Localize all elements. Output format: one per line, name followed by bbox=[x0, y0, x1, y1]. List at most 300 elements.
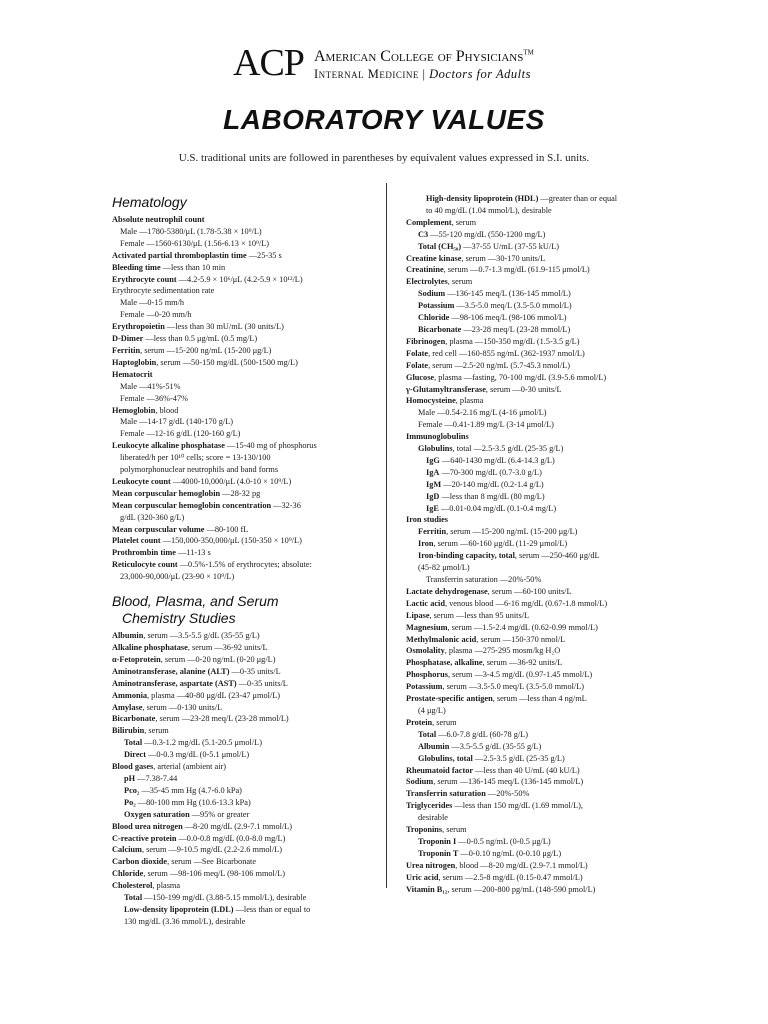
lab-entry-value: , total —2.5-3.5 g/dL (25-35 g/L) bbox=[452, 444, 564, 454]
lab-entry-value: , serum bbox=[144, 726, 169, 736]
lab-entry-name: Activated partial thromboplastin time bbox=[112, 250, 247, 260]
lab-entry-name: Reticulocyte count bbox=[112, 560, 178, 570]
lab-entry bbox=[406, 372, 656, 384]
lab-entry-value: —6.0-7.8 g/dL (60-78 g/L) bbox=[436, 729, 529, 739]
lab-entry bbox=[406, 455, 656, 467]
lab-entry bbox=[406, 705, 656, 717]
lab-entry bbox=[112, 797, 380, 809]
lab-entry bbox=[112, 405, 380, 417]
lab-entry bbox=[406, 824, 656, 836]
lab-entry-value: —80-100 mm Hg (10.6-13.3 kPa) bbox=[135, 797, 251, 807]
lab-entry-value: , serum —0-130 units/L bbox=[142, 702, 223, 712]
lab-entry-name: α-Fetoprotein bbox=[112, 654, 161, 664]
lab-entry bbox=[112, 547, 380, 559]
lab-entry-name: Blood urea nitrogen bbox=[112, 821, 183, 831]
lab-entry-name: Protein bbox=[406, 717, 433, 727]
lab-entry bbox=[112, 393, 380, 405]
lab-entry-name: Total bbox=[124, 893, 143, 903]
lab-entry-value: (4 μg/L) bbox=[418, 705, 446, 715]
lab-entry-value: , serum bbox=[451, 217, 477, 227]
lab-entry bbox=[406, 431, 656, 443]
lab-entry bbox=[112, 678, 380, 690]
lab-entry-value: —less than 150 mg/dL (1.69 mmol/L), bbox=[452, 801, 583, 811]
lab-entry bbox=[406, 860, 656, 872]
lab-entry bbox=[112, 262, 380, 274]
lab-entry bbox=[406, 812, 656, 824]
lab-entry bbox=[406, 669, 656, 681]
lab-entry-name: Rheumatoid factor bbox=[406, 765, 474, 775]
lab-entry bbox=[406, 241, 656, 253]
lab-entry-value: , serum —0-30 units/L bbox=[485, 384, 562, 394]
lab-entry bbox=[406, 598, 656, 610]
lab-entry bbox=[112, 369, 380, 381]
lab-entry-value: , serum —50-150 mg/dL (500-1500 mg/L) bbox=[156, 357, 298, 367]
lab-entry-name: Iron-binding capacity, total bbox=[418, 551, 515, 561]
lab-entry-name: Albumin bbox=[418, 741, 450, 751]
lab-entry bbox=[406, 788, 656, 800]
lab-entry bbox=[112, 702, 380, 714]
lab-entry bbox=[112, 464, 380, 476]
lab-entry-name: IgE bbox=[426, 503, 439, 513]
lab-entry-value: , serum —250-460 μg/dL bbox=[514, 551, 600, 561]
lab-entry bbox=[406, 217, 656, 229]
lab-entry bbox=[406, 491, 656, 503]
lab-entry bbox=[112, 904, 380, 916]
lab-entry-value: , serum bbox=[442, 825, 467, 835]
lab-entry bbox=[406, 395, 656, 407]
lab-entry-name: C-reactive protein bbox=[112, 833, 177, 843]
lab-entry bbox=[406, 193, 656, 205]
lab-entry-value: , serum —less than 4 ng/mL bbox=[492, 694, 587, 704]
lab-entry-name: Albumin bbox=[112, 631, 144, 641]
lab-entry-name: Total bbox=[124, 738, 143, 748]
lab-entry-name: Hematocrit bbox=[112, 369, 153, 379]
lab-entry bbox=[406, 776, 656, 788]
lab-entry-value: —23-28 meq/L (23-28 mmol/L) bbox=[461, 324, 571, 334]
lab-entry-value: Male —0-15 mm/h bbox=[120, 298, 185, 308]
lab-entry-name: High-density lipoprotein (HDL) bbox=[426, 194, 539, 203]
lab-entry-name: IgD bbox=[426, 491, 440, 501]
lab-entry-value: desirable bbox=[418, 813, 448, 823]
lab-entry-value: —greater than or equal bbox=[538, 194, 618, 203]
lab-entry bbox=[112, 285, 380, 297]
lab-entry-value: —less than 40 U/mL (40 kU/L) bbox=[473, 765, 580, 775]
lab-entry-value: , serum —150-370 nmol/L bbox=[476, 634, 566, 644]
lab-entry-value: , serum —36-92 units/L bbox=[482, 658, 563, 668]
lab-entry-value: , serum —3.5-5.5 g/dL (35-55 g/L) bbox=[143, 631, 260, 641]
lab-entry-name: IgM bbox=[426, 479, 442, 489]
lab-entry-name: Leukocyte count bbox=[112, 476, 171, 486]
right-column bbox=[406, 193, 656, 895]
lab-entry bbox=[406, 574, 656, 586]
lab-entry-value: , plasma —fasting, 70-100 mg/dL (3.9-5.6 mmol/L) bbox=[434, 372, 607, 382]
lab-entry bbox=[406, 526, 656, 538]
lab-entry bbox=[112, 476, 380, 488]
lab-entry bbox=[406, 741, 656, 753]
lab-entry-name: Aminotransferase, aspartate (AST) bbox=[112, 678, 237, 688]
lab-entry-value: —70-300 mg/dL (0.7-3.0 g/L) bbox=[439, 467, 542, 477]
lab-entry-value: , serum —9-10.5 mg/dL (2.2-2.6 mmol/L) bbox=[141, 845, 282, 855]
lab-entry-value: —2.5-3.5 g/dL (25-35 g/L) bbox=[472, 753, 565, 763]
lab-entry-value: —0.01-0.04 mg/dL (0.1-0.4 mg/L) bbox=[438, 503, 557, 513]
lab-entry-name: Potassium bbox=[418, 301, 455, 311]
lab-entry bbox=[112, 880, 380, 892]
lab-entry-name: Phosphorus bbox=[406, 670, 448, 680]
lab-entry bbox=[406, 264, 656, 276]
lab-entry-name: Uric acid bbox=[406, 872, 439, 882]
lab-entry-value: , serum —23-28 meq/L (23-28 mmol/L) bbox=[155, 714, 289, 724]
lab-entry bbox=[406, 229, 656, 241]
lab-entry-value: liberated/h per 10¹⁰ cells; score = 13-130/100 bbox=[120, 453, 271, 463]
lab-entry-name: Platelet count bbox=[112, 536, 161, 546]
lab-entry-name: Ammonia bbox=[112, 690, 148, 700]
lab-entry bbox=[406, 300, 656, 312]
page-title: LABORATORY VALUES bbox=[223, 104, 545, 135]
lab-entry-value: —80-100 fL bbox=[204, 524, 249, 534]
lab-entry bbox=[112, 737, 380, 749]
acp-logo: ACP bbox=[233, 42, 304, 84]
lab-entry-value: —98-106 meq/L (98-106 mmol/L) bbox=[449, 313, 567, 323]
lab-entry-value: , arterial (ambient air) bbox=[153, 762, 227, 772]
lab-entry-value: , serum —See Bicarbonate bbox=[167, 857, 257, 867]
lab-entry-value: —20%-50% bbox=[485, 789, 530, 799]
lab-entry bbox=[406, 884, 656, 896]
lab-entry bbox=[406, 384, 656, 396]
lab-entry-value: —8-20 mg/dL (2.9-7.1 mmol/L) bbox=[182, 821, 293, 831]
lab-entry-name: Bicarbonate bbox=[112, 714, 156, 724]
lab-entry-value: —95% or greater bbox=[189, 809, 250, 819]
lab-entry-value: Female —36%-47% bbox=[120, 393, 188, 403]
lab-entry bbox=[406, 610, 656, 622]
lab-entry-name: Leukocyte alkaline phosphatase bbox=[112, 441, 225, 451]
lab-entry-value: —0.0-0.8 mg/dL (0.0-8.0 mg/L) bbox=[176, 833, 286, 843]
lab-entry-name: Sodium bbox=[418, 289, 446, 299]
lab-entry-value: —0-35 units/L bbox=[236, 678, 288, 688]
lab-entry-value: , plasma —150-350 mg/dL (1.5-3.5 g/L) bbox=[445, 336, 580, 346]
lab-entry bbox=[406, 253, 656, 265]
lab-entry bbox=[112, 440, 380, 452]
lab-entry-value: —4.2-5.9 × 10⁶/μL (4.2-5.9 × 10¹²/L) bbox=[176, 274, 303, 284]
lab-entry-name: Mean corpuscular hemoglobin bbox=[112, 488, 221, 498]
column-divider bbox=[386, 183, 387, 888]
lab-entry-name: Iron studies bbox=[406, 515, 449, 525]
lab-entry-value: , serum —136-145 meq/L (136-145 mmol/L) bbox=[433, 777, 584, 787]
lab-entry bbox=[112, 238, 380, 250]
lab-entry bbox=[112, 833, 380, 845]
lab-entry-name: Troponin T bbox=[418, 848, 459, 858]
lab-entry-value: —3.5-5.0 meq/L (3.5-5.0 mmol/L) bbox=[454, 301, 572, 311]
lab-entry-value: , serum —15-200 ng/mL (15-200 μg/L) bbox=[446, 527, 578, 537]
lab-entry-name: IgG bbox=[426, 455, 440, 465]
section-heading-chemistry: Blood, Plasma, and Serum Chemistry Studies bbox=[112, 593, 279, 627]
lab-entry-value: —0.3-1.2 mg/dL (5.1-20.5 μmol/L) bbox=[142, 738, 262, 748]
lab-entry bbox=[406, 872, 656, 884]
lab-entry-value: , blood —8-20 mg/dL (2.9-7.1 mmol/L) bbox=[455, 860, 588, 870]
lab-entry bbox=[406, 634, 656, 646]
lab-entry-value: , serum bbox=[447, 277, 473, 287]
lab-entry-name: Pco₂ bbox=[124, 785, 140, 795]
lab-entry-value: —55-120 mg/dL (550-1200 mg/L) bbox=[428, 229, 546, 239]
page-subtitle: U.S. traditional units are followed in parentheses by equivalent values expressed in S.I. units. bbox=[178, 152, 590, 164]
lab-entry-name: Chloride bbox=[112, 869, 144, 879]
lab-entry-name: Chloride bbox=[418, 313, 450, 323]
lab-entry-name: Bicarbonate bbox=[418, 324, 462, 334]
lab-entry-value: , serum —98-106 meq/L (98-106 mmol/L) bbox=[143, 869, 285, 879]
lab-entry-name: Low-density lipoprotein (LDL) bbox=[124, 904, 234, 914]
lab-entry bbox=[112, 690, 380, 702]
lab-entry-value: , red cell —160-855 ng/mL (362-1937 nmol/L) bbox=[428, 348, 585, 358]
lab-entry bbox=[406, 503, 656, 515]
lab-entry-value: —less than 8 mg/dL (80 mg/L) bbox=[439, 491, 545, 501]
lab-entry-value: , serum —3.5-5.0 meq/L (3.5-5.0 mmol/L) bbox=[442, 682, 585, 692]
lab-entry-name: pH bbox=[124, 773, 136, 783]
lab-entry-name: Iron bbox=[418, 539, 434, 549]
lab-entry-value: —less than 0.5 μg/mL (0.5 mg/L) bbox=[143, 334, 258, 344]
lab-entry bbox=[112, 452, 380, 464]
lab-entry-name: Electrolytes bbox=[406, 277, 448, 287]
lab-entry-value: —15-40 mg of phosphorus bbox=[224, 441, 317, 451]
lab-entry bbox=[406, 645, 656, 657]
lab-entry bbox=[112, 274, 380, 286]
lab-entry-value: —0-0.5 ng/mL (0-0.5 μg/L) bbox=[456, 836, 551, 846]
lab-entry bbox=[406, 562, 656, 574]
lab-entry-value: , blood bbox=[155, 405, 179, 415]
lab-entry-name: Erythropoietin bbox=[112, 322, 165, 332]
lab-entry-value: —28-32 pg bbox=[220, 488, 261, 498]
lab-entry bbox=[406, 467, 656, 479]
lab-entry-name: Magnesium bbox=[406, 622, 448, 632]
lab-entry-name: Ferritin bbox=[418, 527, 447, 537]
lab-entry-value: —150,000-350,000/μL (150-350 × 10⁹/L) bbox=[160, 536, 302, 546]
lab-entry bbox=[112, 535, 380, 547]
lab-entry-value: —136-145 meq/L (136-145 mmol/L) bbox=[445, 289, 571, 299]
lab-entry-name: Methylmalonic acid bbox=[406, 634, 477, 644]
lab-entry bbox=[406, 348, 656, 360]
lab-entry bbox=[406, 622, 656, 634]
lab-entry-name: Bilirubin bbox=[112, 726, 145, 736]
lab-entry-name: Phosphatase, alkaline bbox=[406, 658, 483, 668]
lab-entry bbox=[406, 586, 656, 598]
lab-entry bbox=[112, 428, 380, 440]
lab-entry-name: Osmolality bbox=[406, 646, 445, 656]
lab-entry bbox=[406, 753, 656, 765]
lab-entry bbox=[112, 761, 380, 773]
lab-entry-value: —less than 30 mU/mL (30 units/L) bbox=[164, 322, 284, 332]
lab-entry-value: , serum —200-800 pg/mL (148-590 pmol/L) bbox=[447, 884, 596, 894]
lab-entry bbox=[112, 524, 380, 536]
lab-entry bbox=[112, 297, 380, 309]
lab-entry bbox=[406, 288, 656, 300]
lab-entry-name: Ferritin bbox=[112, 345, 141, 355]
lab-entry bbox=[406, 514, 656, 526]
lab-entry-name: Creatinine bbox=[406, 265, 444, 275]
org-name: American College of Physicians™ bbox=[314, 48, 534, 65]
lab-entry-value: , plasma —275-295 mosm/kg H₂O bbox=[444, 646, 561, 656]
lab-entry-name: Oxygen saturation bbox=[124, 809, 190, 819]
lab-entry-name: Homocysteine bbox=[406, 396, 456, 406]
lab-entry bbox=[112, 666, 380, 678]
lab-entry bbox=[112, 488, 380, 500]
lab-entry-value: —4000-10,000/μL (4.0-10 × 10⁹/L) bbox=[170, 476, 292, 486]
lab-entry-value: , plasma —40-80 μg/dL (23-47 μmol/L) bbox=[147, 690, 281, 700]
lab-entry bbox=[112, 381, 380, 393]
lab-entry-value: , serum —60-100 units/L bbox=[487, 586, 572, 596]
lab-entry bbox=[406, 443, 656, 455]
lab-entry-name: Absolute neutrophil count bbox=[112, 215, 205, 224]
lab-entry-name: Lipase bbox=[406, 610, 430, 620]
lab-entry-value: , serum —36-92 units/L bbox=[187, 643, 268, 652]
lab-entry-name: Potassium bbox=[406, 682, 443, 692]
lab-entry-value: 130 mg/dL (3.36 mmol/L), desirable bbox=[124, 916, 246, 926]
lab-entry-value: Transferrin saturation —20%-50% bbox=[426, 575, 542, 584]
lab-entry-value: Male —41%-51% bbox=[120, 381, 181, 391]
lab-entry-value: , serum —3-4.5 mg/dL (0.97-1.45 mmol/L) bbox=[447, 670, 593, 680]
lab-entry-value: —20-140 mg/dL (0.2-1.4 g/L) bbox=[441, 479, 544, 489]
lab-entry-value: , serum —less than 95 units/L bbox=[429, 610, 530, 620]
lab-entry bbox=[406, 538, 656, 550]
lab-entry-value: —less than or equal to bbox=[233, 904, 311, 914]
lab-entry bbox=[406, 312, 656, 324]
lab-entry bbox=[406, 729, 656, 741]
lab-entry-value: , serum —0.7-1.3 mg/dL (61.9-115 μmol/L) bbox=[443, 265, 590, 275]
lab-entry-name: Cholesterol bbox=[112, 881, 153, 891]
lab-entry bbox=[112, 749, 380, 761]
lab-entry-name: IgA bbox=[426, 467, 440, 477]
lab-entry-value: —7.38-7.44 bbox=[135, 773, 178, 783]
lab-entry-name: Erythrocyte count bbox=[112, 274, 177, 284]
lab-entry-name: Troponins bbox=[406, 825, 443, 835]
lab-entry bbox=[112, 345, 380, 357]
lab-entry-value: Erythrocyte sedimentation rate bbox=[112, 286, 215, 296]
lab-entry-value: —3.5-5.5 g/dL (35-55 g/L) bbox=[449, 741, 542, 751]
lab-entry-name: Total bbox=[418, 729, 437, 739]
lab-entry bbox=[406, 276, 656, 288]
lab-entry bbox=[406, 717, 656, 729]
lab-entry-value: , plasma bbox=[455, 396, 484, 406]
lab-entry-name: Calcium bbox=[112, 845, 142, 855]
lab-entry-value: —0-0.3 mg/dL (0-5.1 μmol/L) bbox=[145, 750, 250, 760]
chemistry-list-continued bbox=[406, 193, 656, 895]
lab-entry bbox=[406, 205, 656, 217]
chemistry-list bbox=[112, 630, 380, 928]
lab-entry bbox=[406, 407, 656, 419]
lab-entry-name: Prothrombin time bbox=[112, 548, 176, 558]
lab-entry-name: Aminotransferase, alanine (ALT) bbox=[112, 666, 230, 676]
lab-entry-value: , serum —30-170 units/L bbox=[461, 253, 546, 263]
lab-entry-value: Female —1560-6130/μL (1.56-6.13 × 10⁹/L) bbox=[120, 238, 270, 248]
lab-entry-name: Alkaline phosphatase bbox=[112, 643, 188, 652]
lab-entry bbox=[406, 419, 656, 431]
lab-entry-value: , serum —15-200 ng/mL (15-200 μg/L) bbox=[140, 345, 272, 355]
lab-entry-value: , serum —2.5-8 mg/dL (0.15-0.47 mmol/L) bbox=[438, 872, 583, 882]
lab-entry bbox=[112, 821, 380, 833]
lab-entry bbox=[112, 226, 380, 238]
lab-entry-value: —25-35 s bbox=[246, 250, 282, 260]
lab-entry-value: —0.5%-1.5% of erythrocytes; absolute: bbox=[177, 560, 312, 570]
lab-entry-value: Female —0-20 mm/h bbox=[120, 310, 192, 320]
lab-entry-value: , venous blood —6-16 mg/dL (0.67-1.8 mmol/L) bbox=[444, 598, 608, 608]
lab-entry-name: Mean corpuscular volume bbox=[112, 524, 205, 534]
lab-entry bbox=[112, 785, 380, 797]
section-heading-hematology: Hematology bbox=[112, 194, 187, 210]
lab-entry-value: —150-199 mg/dL (3.88-5.15 mmol/L), desirable bbox=[142, 893, 307, 903]
lab-entry-name: Glucose bbox=[406, 372, 435, 382]
lab-entry bbox=[406, 324, 656, 336]
lab-entry-name: Urea nitrogen bbox=[406, 860, 456, 870]
lab-entry-name: Lactate dehydrogenase bbox=[406, 586, 488, 596]
left-column bbox=[112, 190, 380, 928]
lab-entry bbox=[112, 773, 380, 785]
lab-entry bbox=[112, 214, 380, 226]
lab-entry-value: , serum —2.5-20 ng/mL (5.7-45.3 nmol/L) bbox=[428, 360, 570, 370]
lab-entry bbox=[112, 654, 380, 666]
lab-entry-name: Folate bbox=[406, 360, 429, 370]
lab-entry-name: Fibrinogen bbox=[406, 336, 446, 346]
lab-entry-value: Male —0.54-2.16 mg/L (4-16 μmol/L) bbox=[418, 408, 547, 418]
lab-entry bbox=[112, 357, 380, 369]
lab-entry bbox=[112, 571, 380, 583]
lab-entry-name: Total (CH₅₀) bbox=[418, 241, 462, 251]
lab-entry-name: Globulins bbox=[418, 444, 453, 454]
lab-entry bbox=[112, 809, 380, 821]
lab-entry-value: Female —0.41-1.89 mg/L (3-14 μmol/L) bbox=[418, 420, 554, 430]
lab-entry bbox=[406, 550, 656, 562]
lab-entry-name: Po₂ bbox=[124, 797, 136, 807]
lab-entry bbox=[112, 250, 380, 262]
lab-entry-name: Carbon dioxide bbox=[112, 857, 168, 867]
lab-entry-name: Complement bbox=[406, 217, 452, 227]
lab-entry-name: Mean corpuscular hemoglobin concentration bbox=[112, 500, 272, 510]
lab-entry bbox=[112, 856, 380, 868]
lab-entry bbox=[112, 892, 380, 904]
lab-entry-name: Troponin I bbox=[418, 836, 457, 846]
lab-entry bbox=[406, 681, 656, 693]
lab-entry-value: —35-45 mm Hg (4.7-6.0 kPa) bbox=[139, 785, 242, 795]
lab-entry-name: Haptoglobin bbox=[112, 357, 157, 367]
lab-entry-value: —11-13 s bbox=[176, 548, 211, 558]
lab-entry-value: to 40 mg/dL (1.04 mmol/L), desirable bbox=[426, 205, 552, 215]
lab-entry-value: g/dL (320-360 g/L) bbox=[120, 512, 185, 522]
lab-entry-name: C3 bbox=[418, 229, 429, 239]
lab-entry-name: Folate bbox=[406, 348, 429, 358]
lab-entry-name: Globulins, total bbox=[418, 753, 473, 763]
lab-entry-value: Female —12-16 g/dL (120-160 g/L) bbox=[120, 429, 241, 439]
lab-entry-name: Bleeding time bbox=[112, 262, 161, 272]
lab-entry bbox=[406, 765, 656, 777]
lab-entry bbox=[406, 800, 656, 812]
lab-entry-name: Direct bbox=[124, 750, 146, 760]
lab-entry bbox=[112, 844, 380, 856]
lab-entry bbox=[112, 916, 380, 928]
lab-entry-value: Male —1780-5380/μL (1.78-5.38 × 10⁹/L) bbox=[120, 226, 262, 236]
lab-entry-value: (45-82 μmol/L) bbox=[418, 563, 470, 573]
lab-entry-name: Hemoglobin bbox=[112, 405, 156, 415]
lab-entry-name: Sodium bbox=[406, 777, 434, 787]
lab-entry bbox=[112, 559, 380, 571]
lab-entry-name: Immunoglobulins bbox=[406, 432, 469, 442]
lab-entry bbox=[112, 500, 380, 512]
lab-entry bbox=[112, 416, 380, 428]
org-tagline: Internal Medicine | Doctors for Adults bbox=[314, 67, 531, 81]
lab-entry bbox=[112, 868, 380, 880]
lab-entry-value: —640-1430 mg/dL (6.4-14.3 g/L) bbox=[439, 455, 555, 465]
lab-entry bbox=[112, 321, 380, 333]
lab-entry-value: , plasma bbox=[152, 881, 181, 891]
lab-entry-name: Amylase bbox=[112, 702, 143, 712]
lab-entry bbox=[406, 848, 656, 860]
lab-entry bbox=[112, 309, 380, 321]
lab-entry bbox=[112, 512, 380, 524]
